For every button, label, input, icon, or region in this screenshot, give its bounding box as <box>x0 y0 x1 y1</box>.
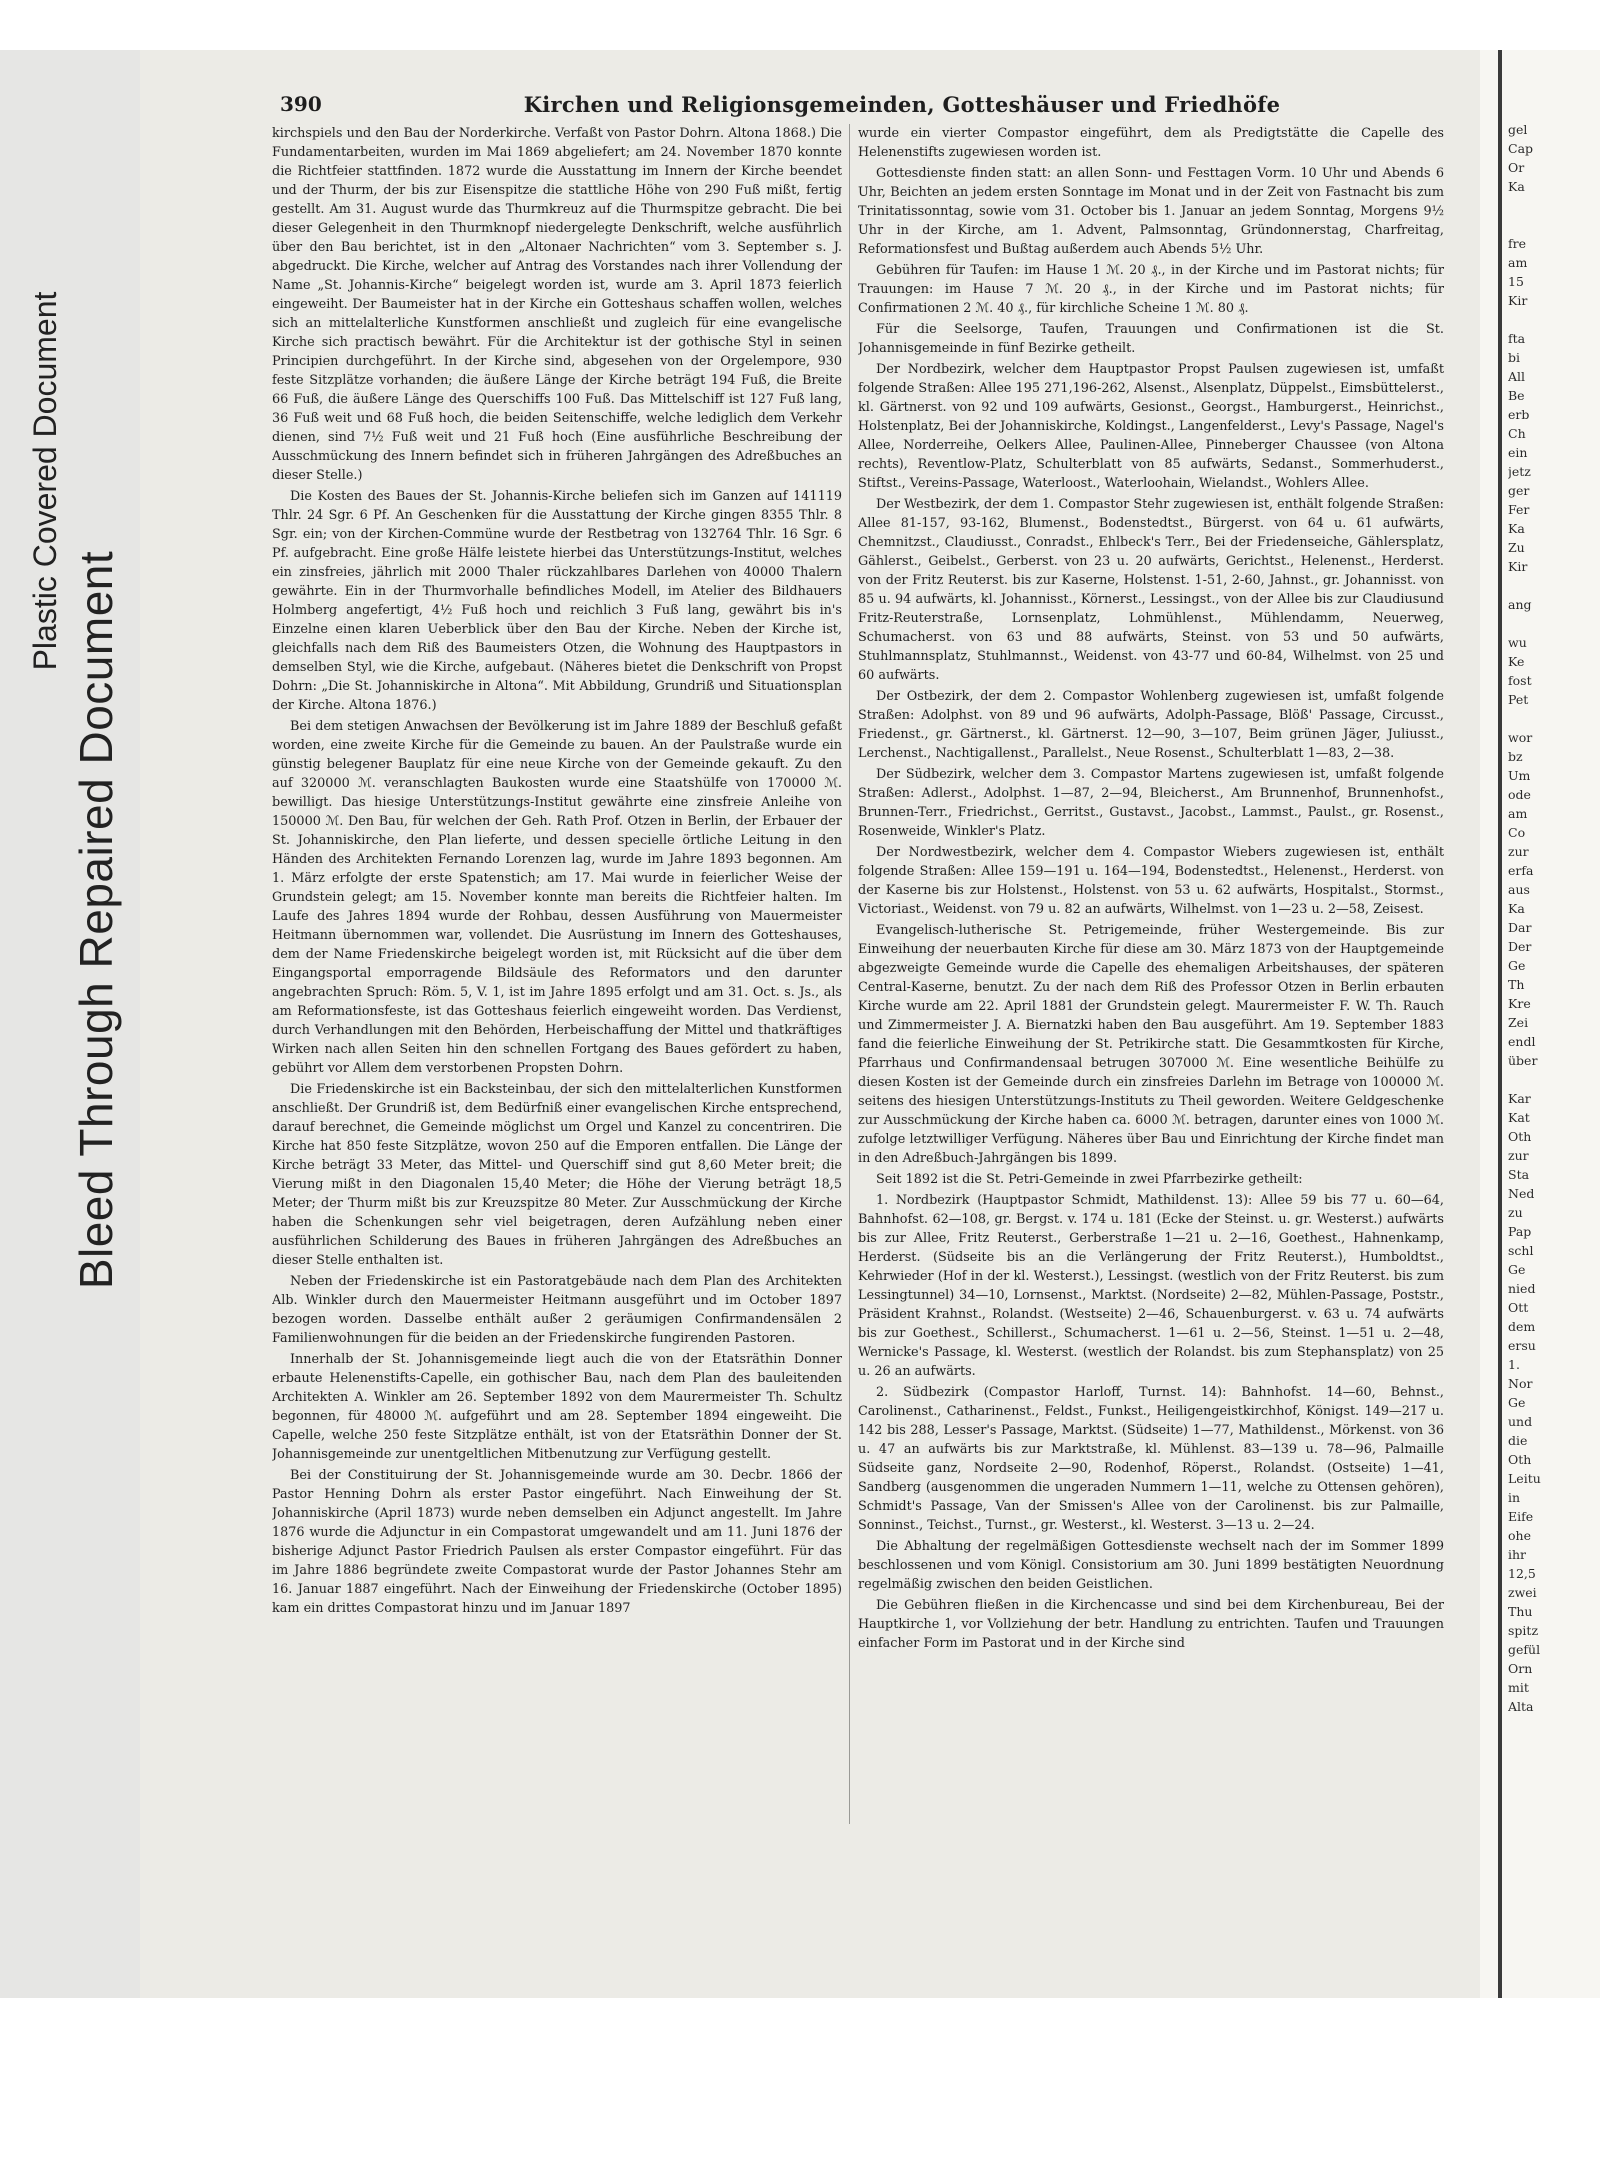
fragment-line: erfa <box>1508 863 1534 878</box>
fragment-line: Der <box>1508 939 1532 954</box>
fragment-line: zu <box>1508 1205 1523 1220</box>
fragment-line: Co <box>1508 825 1526 840</box>
fragment-line: ein <box>1508 445 1528 460</box>
fragment-line: Ka <box>1508 521 1525 536</box>
fragment-line: endl <box>1508 1034 1536 1049</box>
paragraph: Der Nordwestbezirk, welcher dem 4. Compastor Wiebers zugewiesen ist, enthält folgende Straßen: Allee 159—191 u. 164—194, Bodenstedtst., Helenenst., Herderst. von der Kaserne bis zur Holstenst., Holstenst. von 53 u. 62 aufwärts, Hospitalst., Stormst., Victoriast., Weidenst. von 79 u. 82 an aufwärts, Wilhelmst. von 1—23 u. 2—58, Zeisest. <box>858 845 1444 917</box>
fragment-line: Ka <box>1508 179 1525 194</box>
paragraph: Neben der Friedenskirche ist ein Pastoratgebäude nach dem Plan des Architekten Alb. Winkler durch den Mauermeister Heitmann ausgeführt und im October 1897 bezogen worden. Dasselbe enthält außer 2 geräumigen Confirmandensälen 2 Familienwohnungen für die beiden an der Friedenskirche fungirenden Pastoren. <box>272 1274 842 1346</box>
section-heading-paragraph: Evangelisch-lutherische St. Petrigemeinde, früher Westergemeinde. Bis zur Einweihung der neuerbauten Kirche für diese am 30. März 1873 von der Hauptgemeinde abgezweigte Gemeinde wurde die Capelle des ehemaligen Arbeitshauses, der späteren Central-Kaserne, benutzt. Zu der nach dem Riß des Professor Otzen in Berlin erbauten Kirche wurde am 22. April 1881 der Grundstein gelegt. Maurermeister F. W. Th. Rauch und Zimmermeister J. A. Biernatzki haben den Bau ausgeführt. Am 19. September 1883 fand die feierliche Einweihung der St. Petrikirche statt. Die Gesammtkosten für Kirche, Pfarrhaus und Confirmandensaal betrugen 307000 ℳ. Eine wesentliche Beihülfe zu diesen Kosten ist der Gemeinde durch ein zinsfreies Darlehn im Betrage von 100000 ℳ. seitens des hiesigen Unterstützungs-Instituts zu Theil geworden. Weitere Geldgeschenke zur Ausschmückung der Kirche haben ca. 6000 ℳ. betragen, darunter eines von 1000 ℳ. zufolge letztwilliger Verfügung. Näheres über Bau und Einrichtung der Kirche findet man in den Adreßbuch-Jahrgängen bis 1899. <box>858 923 1444 1166</box>
fragment-line: spitz <box>1508 1623 1539 1638</box>
fragment-line <box>1508 196 1600 215</box>
fragment-line: dem <box>1508 1319 1536 1334</box>
fragment-line: 12,5 <box>1508 1566 1536 1581</box>
paragraph: Bei der Constituirung der St. Johannisgemeinde wurde am 30. Decbr. 1866 der Pastor Henning Dohrn als erster Pastor eingeführt. Nach Einweihung der St. Johanniskirche (April 1873) wurde neben demselben ein Adjunct angestellt. Im Jahre 1876 wurde die Adjunctur in ein Compastorat umgewandelt und am 11. Juni 1876 der bisherige Adjunct Pastor Friedrich Paulsen als erster Compastor eingeführt. Für das im Jahre 1886 begründete zweite Compastorat wurde der Pastor Johannes Stehr am 16. Januar 1887 eingeführt. Nach der Einweihung der Friedenskirche (October 1895) kam ein drittes Compastorat hinzu und im Januar 1897 <box>272 1468 842 1616</box>
fragment-line: 15 <box>1508 274 1524 289</box>
fragment-line: die <box>1508 1433 1528 1448</box>
fragment-line: Pap <box>1508 1224 1532 1239</box>
fragment-line: Eife <box>1508 1509 1534 1524</box>
right-text-column <box>858 124 1444 1824</box>
fragment-line: All <box>1508 369 1526 384</box>
paragraph: wurde ein vierter Compastor eingeführt, dem als Predigtstätte die Capelle des Helenenstifts zugewiesen worden ist. <box>858 126 1444 160</box>
fragment-line: ersu <box>1508 1338 1536 1353</box>
fragment-line <box>1508 709 1600 728</box>
adjacent-page-fragments <box>1508 120 1600 1820</box>
fragment-line: am <box>1508 806 1528 821</box>
fragment-line: in <box>1508 1490 1521 1505</box>
fragment-line: Orn <box>1508 1661 1533 1676</box>
fragment-line: Ge <box>1508 1395 1526 1410</box>
fragment-line: fost <box>1508 673 1532 688</box>
fragment-line: 1. <box>1508 1357 1520 1372</box>
paragraph: Die Kosten des Baues der St. Johannis-Kirche beliefen sich im Ganzen auf 141119 Thlr. 24 Sgr. 6 Pf. An Geschenken für die Ausstattung der Kirche gingen 8355 Thlr. 8 Sgr. ein; von der Kirchen-Commüne wurde der Restbetrag von 132764 Thlr. 16 Sgr. 6 Pf. aufgebracht. Eine große Hälfe leistete hierbei das Unterstützungs-Institut, welches ein zinsfreies, jährlich mit 2000 Thaler rückzahlbares Darlehen von 40000 Thalern gewährte. Ein in der Thurmvorhalle befindliches Modell, im Atelier des Bildhauers Holmberg angefertigt, 4½ Fuß hoch und reichlich 3 Fuß lang, gewährt bis in's Einzelne einen klaren Ueberblick über den Bau der Kirche. Neben der Kirche ist, gleichfalls nach dem Riß des Baumeisters Otzen, die Wohnung des Hauptpastors in demselben Styl, wie die Kirche, aufgebaut. (Näheres bietet die Denkschrift von Propst Dohrn: „Die St. Johanniskirche in Altona“. Mit Abbildung, Grundriß und Situationsplan der Kirche. Altona 1876.) <box>272 489 842 713</box>
fragment-line: Ge <box>1508 1262 1526 1277</box>
fragment-line: zur <box>1508 1148 1529 1163</box>
fragment-line: Oth <box>1508 1452 1532 1467</box>
fragment-line: ger <box>1508 483 1530 498</box>
fragment-line: wor <box>1508 730 1533 745</box>
fragment-line: ihr <box>1508 1547 1527 1562</box>
fragment-line: Fer <box>1508 502 1530 517</box>
fragment-line: erb <box>1508 407 1530 422</box>
fragment-line: Be <box>1508 388 1525 403</box>
left-text-column <box>272 124 842 1824</box>
fragment-line: Sta <box>1508 1167 1530 1182</box>
book-page <box>140 50 1480 1998</box>
page-header <box>272 92 1452 118</box>
paragraph: 1. Nordbezirk (Hauptpastor Schmidt, Mathildenst. 13): Allee 59 bis 77 u. 60—64, Bahnhofst. 62—108, gr. Bergst. v. 174 u. 181 (Ecke der Steinst. u. gr. Westerst.) aufwärts bis zur Allee, Fritz Reuterst., Gerberstraße 1—21 u. 2—16, Goethest., Hahnenkamp, Herderst. (Südseite bis an die Verlängerung der Fritz Reuterst.), Humboldtst., Kehrwieder (Hof in der kl. Westerst.), Lessingst. (westlich von der Fritz Reuterst. bis zum Lessingtunnel) 34—10, Lornsenst., Marktst. (Nordseite) 2—82, Mühlen-Passage, Poststr., Präsident Krahnst., Rolandst. (Westseite) 2—46, Schauenburgerst. v. 63 u. 74 aufwärts bis zur Goethest., Schillerst., Schumacherst. 1—61 u. 2—56, Steinst. 1—51 u. 2—48, Wernicke's Passage, kl. Westerst. (westlich der Rolandst. bis zum Stephansplatz) von 25 u. 26 an aufwärts. <box>858 1193 1444 1379</box>
paragraph: kirchspiels und den Bau der Norderkirche. Verfaßt von Pastor Dohrn. Altona 1868.) Die Fundamentarbeiten, wurden im Mai 1869 abgeliefert; am 24. November 1870 konnte die Richtfeier stattfinden. 1872 wurde die Ausstattung im Innern der Kirche beendet und der Thurm, der bis zur Eisenspitze die stattliche Höhe von 290 Fuß mißt, fertig gestellt. Am 31. August wurde das Thurmkreuz auf die Thurmspitze gebracht. Die bei dieser Gelegenheit in den Thurmknopf niedergelegte Denkschrift, welche ausführlich über den Bau berichtet, ist in den „Altonaer Nachrichten“ vom 3. September s. J. abgedruckt. Die Kirche, welcher auf Antrag des Vorstandes nach ihrer Vollendung der Name „St. Johannis-Kirche“ beigelegt worden ist, wurde am 3. April 1873 feierlich eingeweiht. Der Baumeister hat in der Kirche ein Gotteshaus schaffen wollen, welches sich an mittelalterliche Kunstformen anschließt und zugleich für eine evangelische Kirche sich practisch bewährt. Für die Architektur ist der gothische Styl in seinen Principien durchgeführt. In der Kirche sind, abgesehen von der Orgelempore, 930 feste Sitzplätze vorhanden; die äußere Länge der Kirche beträgt 194 Fuß, die Breite 66 Fuß, die äußere Länge des Querschiffs 100 Fuß. Das Mittelschiff ist 127 Fuß lang, 36 Fuß weit und 68 Fuß hoch, die beiden Seitenschiffe, welche lediglich dem Verkehr dienen, sind 7½ Fuß weit und 21 Fuß hoch (Eine ausführliche Beschreibung der Ausschmückung des Innern befindet sich in früheren Jahrgängen des Adreßbuches an dieser Stelle.) <box>272 126 842 483</box>
paragraph: Für die Seelsorge, Taufen, Trauungen und Confirmationen ist die St. Johannisgemeinde in fünf Bezirke getheilt. <box>858 322 1444 356</box>
fragment-line: Ch <box>1508 426 1526 441</box>
stamp-plastic-covered: Plastic Covered Document <box>27 291 63 671</box>
paragraph: Die Gebühren fließen in die Kirchencasse und sind bei dem Kirchenbureau, Bei der Hauptkirche 1, vor Vollziehung der betr. Handlung zu entrichten. Taufen und Trauungen einfacher Form im Pastorat und in der Kirche sind <box>858 1598 1444 1651</box>
fragment-line: ode <box>1508 787 1531 802</box>
binding-rule <box>1498 50 1502 1998</box>
paragraph: Die Abhaltung der regelmäßigen Gottesdienste wechselt nach der im Sommer 1899 beschlossenen und vom Königl. Consistorium am 30. Juni 1899 bestätigten Neuordnung regelmäßig zwischen den beiden Geistlichen. <box>858 1539 1444 1592</box>
fragment-line: Cap <box>1508 141 1534 156</box>
fragment-line: jetz <box>1508 464 1531 479</box>
scanned-sheet <box>140 50 1600 1998</box>
fragment-line <box>1508 576 1600 595</box>
fragment-line: ang <box>1508 597 1532 612</box>
fragment-line <box>1508 310 1600 329</box>
fragment-line: Nor <box>1508 1376 1533 1391</box>
paragraph: Der Nordbezirk, welcher dem Hauptpastor Propst Paulsen zugewiesen ist, umfaßt folgende Straßen: Allee 195 271,196-262, Alsenst., Alsenplatz, Düppelst., Eimsbüttelerst., kl. Gärtnerst. von 92 und 109 aufwärts, Gesionst., Georgst., Hamburgerst., Heinrichst., Holstenplatz, Bei der Johanniskirche, Koldingst., Langenfelderst., Levy's Passage, Nagel's Allee, Norderreihe, Oelkers Allee, Paulinen-Allee, Pinneberger Chaussee (von Altona rechts), Reventlow-Platz, Schulterblatt von 85 aufwärts, Sedanst., Sommerhuderst., Stiftst., Vereins-Passage, Waterloost., Waterloohain, Wielandst., Wohlers Allee. <box>858 362 1444 491</box>
fragment-line: Leitu <box>1508 1471 1541 1486</box>
fragment-line: Kir <box>1508 293 1528 308</box>
fragment-line: zur <box>1508 844 1529 859</box>
fragment-line: über <box>1508 1053 1538 1068</box>
fragment-line <box>1508 1070 1600 1089</box>
fragment-line: zwei <box>1508 1585 1537 1600</box>
fragment-line: ohe <box>1508 1528 1531 1543</box>
fragment-line: bz <box>1508 749 1523 764</box>
paragraph: Innerhalb der St. Johannisgemeinde liegt auch die von der Etatsräthin Donner erbaute Helenenstifts-Capelle, ein gothischer Bau, nach dem Plan des bauleitenden Architekten A. Winkler am 26. September 1892 von dem Maurermeister Th. Schultz begonnen, für 48000 ℳ. aufgeführt und am 28. September 1894 eingeweiht. Die Capelle, welche 250 feste Sitzplätze enthält, ist von der Etatsräthin Donner der St. Johannisgemeinde zur unentgeltlichen Mitbenutzung zur Verfügung gestellt. <box>272 1352 842 1462</box>
fragment-line: Oth <box>1508 1129 1532 1144</box>
stamp-repaired-document: Bleed Through Repaired Document <box>70 550 122 1290</box>
fragment-line: bi <box>1508 350 1520 365</box>
fragment-line: Kar <box>1508 1091 1531 1106</box>
paragraph: Bei dem stetigen Anwachsen der Bevölkerung ist im Jahre 1889 der Beschluß gefaßt worden, eine zweite Kirche für die Gemeinde zu bauen. An der Paulstraße wurde ein günstig belegener Bauplatz für eine neue Kirche von der Gemeinde gekauft. Zu den auf 320000 ℳ. veranschlagten Baukosten wurde eine Staatshülfe von 170000 ℳ. bewilligt. Das hiesige Unterstützungs-Institut gewährte eine zinsfreie Anleihe von 150000 ℳ. Den Bau, für welchen der Geh. Rath Prof. Otzen in Berlin, der Erbauer der St. Johanniskirche, den Plan lieferte, und dessen specielle örtliche Leitung in den Händen des Architekten Fernando Lorenzen lag, wurde im Jahre 1893 begonnen. Am 1. März erfolgte der erste Spatenstich; am 17. Mai wurde in feierlicher Weise der Grundstein gelegt; am 15. November konnte man bereits die Richtfeier halten. Im Laufe des Jahres 1894 wurde der Rohbau, dessen Ausführung von Mauermeister Heitmann übernommen war, vollendet. Die Ausrüstung im Innern des Gotteshauses, dem der Name Friedenskirche beigelegt worden ist, mit Rücksicht auf die über dem Eingangsportal emporragende Bildsäule des Reformators und den darunter angebrachten Spruch: Röm. 5, V. 1, ist im Jahre 1895 erfolgt und am 31. Oct. s. Js., als am Reformationsfeste, ist das Gotteshaus feierlich eingeweiht worden. Das Verdienst, durch Verhandlungen mit den Behörden, Herbeischaffung der Mittel und thatkräftiges Wirken nach allen Seiten hin den schnellen Fortgang des Baues gefördert zu haben, gebührt vor Allem dem verstorbenen Propsten Dohrn. <box>272 719 842 1076</box>
fragment-line: Kre <box>1508 996 1531 1011</box>
paragraph: Der Ostbezirk, der dem 2. Compastor Wohlenberg zugewiesen ist, umfaßt folgende Straßen: Adolphst. von 89 und 96 aufwärts, Adolph-Passage, Blöß' Passage, Circusst., Friedenst., gr. Gärtnerst., kl. Gärtnerst. 12—90, 3—107, Beim grünen Jäger, Juliusst., Lerchenst., Nachtigallenst., Parallelst., Neue Rosenst., Schulterblatt 1—83, 2—38. <box>858 689 1444 761</box>
fragment-line: Ka <box>1508 901 1525 916</box>
fragment-line: Um <box>1508 768 1531 783</box>
fragment-line: Ott <box>1508 1300 1529 1315</box>
fragment-line: gefül <box>1508 1642 1541 1657</box>
fragment-line: Kir <box>1508 559 1528 574</box>
fragment-line: Thu <box>1508 1604 1533 1619</box>
paragraph: Der Westbezirk, der dem 1. Compastor Stehr zugewiesen ist, enthält folgende Straßen: Allee 81-157, 93-162, Blumenst., Bodenstedtst., Bürgerst. von 64 u. 61 aufwärts, Chemnitzst., Claudiusst., Conradst., Ehlbeck's Terr., Bei der Friedenseiche, Gählersplatz, Gählerst., Geibelst., Gerberst. von 23 u. 20 aufwärts, Gerichtst., Helenenst., Herderst. von der Fritz Reuterst. bis zur Kaserne, Holstenst. 1-51, 2-60, Jahnst., gr. Johannisst. von 85 u. 94 aufwärts, kl. Johannisst., Körnerst., Lessingst., von der Allee bis zur Claudiusund Fritz-Reuterstraße, Lornsenplatz, Lohmühlenst., Mühlendamm, Neuerweg, Schumacherst. von 63 und 88 aufwärts, Steinst. von 53 und 50 aufwärts, Stuhlmannsplatz, Stuhlmannst., Weidenst. von 43-77 und 60-84, Wilhelmst. von 25 und 60 aufwärts. <box>858 497 1444 683</box>
paragraph: Die Friedenskirche ist ein Backsteinbau, der sich den mittelalterlichen Kunstformen anschließt. Der Grundriß ist, dem Bedürfniß einer evangelischen Kirche entsprechend, darauf berechnet, die Gemeinde möglichst um Orgel und Kanzel zu concentriren. Die Kirche hat 850 feste Sitzplätze, wovon 250 auf die Emporen entfallen. Die Länge der Kirche beträgt 33 Meter, das Mittel- und Querschiff sind gut 8,60 Meter breit; die Vierung mißt in den Diagonalen 15,40 Meter; die Höhe der Vierung beträgt 18,5 Meter; der Thurm mißt bis zur Kreuzspitze 80 Meter. Zur Ausschmückung der Kirche haben die Schenkungen sehr viel beigetragen, deren Aufzählung neben einer ausführlichen Schilderung des Baues in früheren Jahrgängen des Adreßbuches an dieser Stelle enthalten ist. <box>272 1082 842 1268</box>
fragment-line: mit <box>1508 1680 1529 1695</box>
fragment-line: Dar <box>1508 920 1532 935</box>
fragment-line: Zei <box>1508 1015 1529 1030</box>
paragraph: 2. Südbezirk (Compastor Harloff, Turnst. 14): Bahnhofst. 14—60, Behnst., Carolinenst., Catharinenst., Feldst., Funkst., Heiligengeistkirchhof, Königst. 149—217 u. 142 bis 288, Lesser's Passage, Marktst. (Südseite) 1—77, Mathildenst., Mörkenst. von 36 u. 47 an aufwärts bis zur Marktstraße, kl. Mühlenst. 83—139 u. 78—96, Palmaille Südseite ganz, Nordseite 2—90, Rodenhof, Röperst., Rolandst. (Ostseite) 1—41, Sandberg (ausgenommen die ungeraden Nummern 1—11, welche zu Ottensen gehören), Schmidt's Passage, Van der Smissen's Allee von der Carolinenst. bis zur Palmaille, Sonninst., Teichst., Turnst., gr. Westerst., kl. Westerst. 3—13 u. 2—24. <box>858 1385 1444 1533</box>
fragment-line: Ge <box>1508 958 1526 973</box>
running-title: Kirchen und Religionsgemeinden, Gotteshäuser und Friedhöfe <box>523 92 1281 117</box>
fragment-line: Zu <box>1508 540 1525 555</box>
fragment-line: schl <box>1508 1243 1534 1258</box>
fragment-line: Ke <box>1508 654 1525 669</box>
fragment-line <box>1508 215 1600 234</box>
paragraph: Gebühren für Taufen: im Hause 1 ℳ. 20 ₰., in der Kirche und im Pastorat nichts; für Trauungen: im Hause 7 ℳ. 20 ₰., in der Kirche und im Pastorat nichts; für Confirmationen 2 ℳ. 40 ₰., für kirchliche Scheine 1 ℳ. 80 ₰. <box>858 263 1444 316</box>
fragment-line: nied <box>1508 1281 1536 1296</box>
fragment-line: Or <box>1508 160 1525 175</box>
paragraph: Gottesdienste finden statt: an allen Sonn- und Festtagen Vorm. 10 Uhr und Abends 6 Uhr, Beichten an jedem ersten Sonntage im Monat und in der Zeit von Fastnacht bis zum Trinitatissonntag, sowie vom 31. October bis 1. Januar an jedem Sonntag, Morgens 9½ Uhr in der Kirche, am 1. Advent, Palmsonntag, Gründonnerstag, Charfreitag, Reformationsfest und Bußtag außerdem auch Abends 5½ Uhr. <box>858 166 1444 257</box>
fragment-line <box>1508 614 1600 633</box>
page-number: 390 <box>280 92 322 116</box>
fragment-line: und <box>1508 1414 1533 1429</box>
fragment-line: Pet <box>1508 692 1529 707</box>
fragment-line: Th <box>1508 977 1525 992</box>
fragment-line: gel <box>1508 122 1528 137</box>
column-divider <box>849 124 850 1824</box>
fragment-line: aus <box>1508 882 1530 897</box>
fragment-line: Ned <box>1508 1186 1535 1201</box>
fragment-line: am <box>1508 255 1528 270</box>
fragment-line: Kat <box>1508 1110 1530 1125</box>
fragment-line: fre <box>1508 236 1526 251</box>
fragment-line: wu <box>1508 635 1527 650</box>
paragraph: Seit 1892 ist die St. Petri-Gemeinde in zwei Pfarrbezirke getheilt: <box>876 1172 1303 1187</box>
paragraph: Der Südbezirk, welcher dem 3. Compastor Martens zugewiesen ist, umfaßt folgende Straßen: Adlerst., Adolphst. 1—87, 2—94, Bleicherst., Am Brunnenhof, Brunnenhofst., Brunnen-Terr., Friedrichst., Gerritst., Gustavst., Jacobst., Lammst., Paulst., gr. Rosenst., Rosenweide, Winkler's Platz. <box>858 767 1444 839</box>
fragment-line: fta <box>1508 331 1526 346</box>
fragment-line: Alta <box>1508 1699 1534 1714</box>
